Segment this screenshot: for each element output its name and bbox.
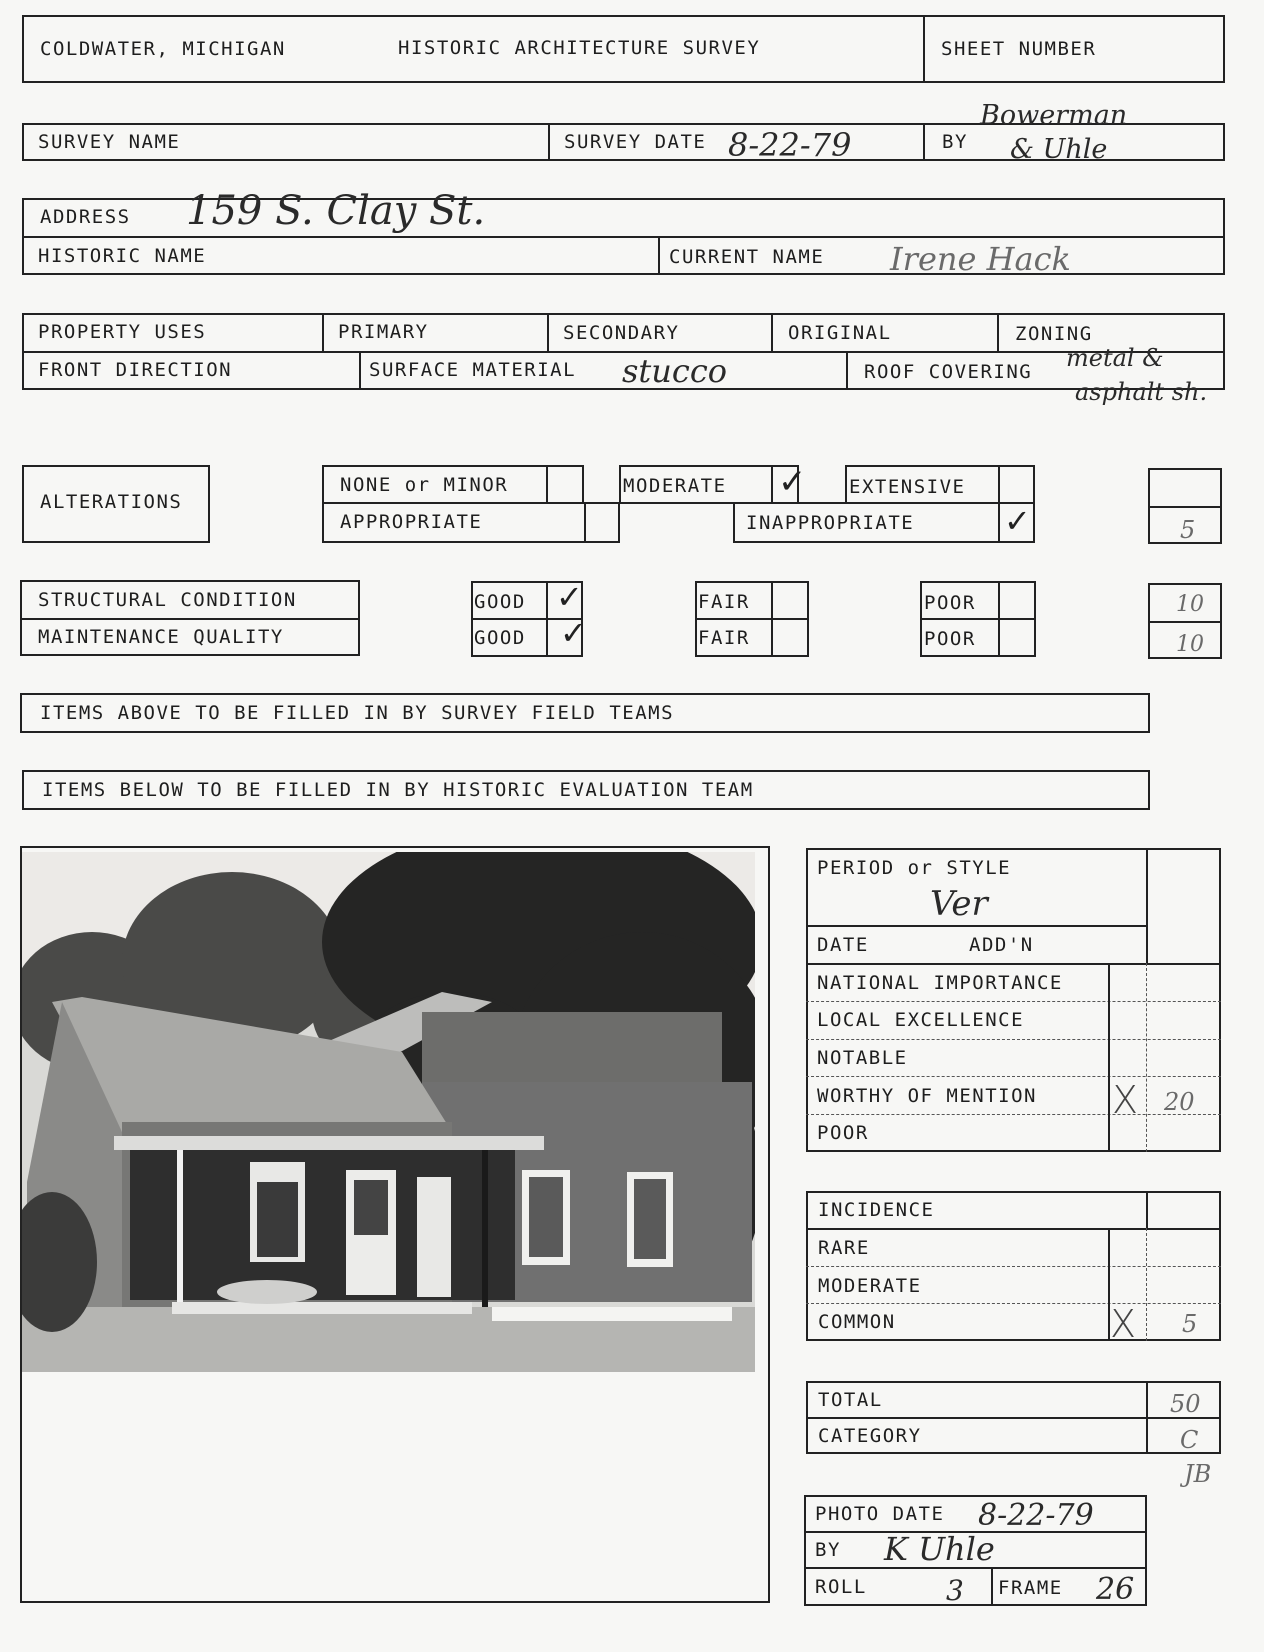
- survey-date-label: SURVEY DATE: [564, 131, 707, 153]
- side-door: [417, 1177, 451, 1297]
- house-photo: [22, 852, 755, 1372]
- front-direction-label: FRONT DIRECTION: [38, 359, 233, 381]
- evaluation-team-note: ITEMS BELOW TO BE FILLED IN BY HISTORIC EVALUATION TEAM: [42, 779, 754, 801]
- evaluation-poor-label: POOR: [817, 1122, 869, 1144]
- incidence-label: INCIDENCE: [818, 1199, 935, 1221]
- current-name-label: CURRENT NAME: [669, 246, 825, 268]
- historic-name-label: HISTORIC NAME: [38, 245, 207, 267]
- worthy-of-mention-label: WORTHY OF MENTION: [817, 1085, 1037, 1107]
- extensive-label: EXTENSIVE: [849, 476, 966, 498]
- common-x-mark: X: [1110, 1302, 1137, 1346]
- maintenance-score: 10: [1176, 632, 1204, 657]
- porch-post-2: [482, 1150, 488, 1310]
- worthy-x-mark: X: [1112, 1078, 1139, 1122]
- structural-good-check: ✓: [556, 578, 583, 616]
- poor-label-maintenance: POOR: [924, 628, 976, 650]
- address-label: ADDRESS: [40, 206, 131, 228]
- worthy-score: 20: [1164, 1088, 1195, 1116]
- alterations-score: 5: [1180, 516, 1196, 544]
- photo-by-value: K Uhle: [884, 1530, 995, 1568]
- maintenance-good-check: ✓: [560, 614, 587, 652]
- moderate-check: ✓: [778, 462, 807, 502]
- moderate-label: MODERATE: [623, 475, 727, 497]
- roof-covering-label: ROOF COVERING: [864, 361, 1033, 383]
- roof-covering-value-2: asphalt sh.: [1075, 378, 1208, 406]
- survey-by-value-2: & Uhle: [1010, 134, 1108, 165]
- photo-date-value: 8-22-79: [978, 1498, 1094, 1533]
- porch-roof: [114, 1136, 544, 1150]
- national-importance-label: NATIONAL IMPORTANCE: [817, 972, 1063, 994]
- address-value: 159 S. Clay St.: [186, 188, 486, 234]
- appropriate-label: APPROPRIATE: [340, 511, 483, 533]
- surface-material-value: stucco: [622, 352, 727, 390]
- survey-by-value-1: Bowerman: [980, 100, 1128, 131]
- survey-date-value: 8-22-79: [728, 126, 852, 164]
- inappropriate-label: INAPPROPRIATE: [746, 512, 915, 534]
- none-minor-label: NONE or MINOR: [340, 474, 509, 496]
- common-label: COMMON: [818, 1311, 896, 1333]
- date-label: DATE: [817, 934, 869, 956]
- inappropriate-check: ✓: [1004, 502, 1031, 540]
- field-teams-note: ITEMS ABOVE TO BE FILLED IN BY SURVEY FIELD TEAMS: [40, 702, 675, 724]
- common-score: 5: [1182, 1310, 1198, 1338]
- picket-fence: [492, 1307, 732, 1321]
- addn-label: ADD'N: [969, 934, 1034, 956]
- category-value: C: [1180, 1426, 1199, 1454]
- alterations-label: ALTERATIONS: [40, 491, 183, 513]
- local-excellence-label: LOCAL EXCELLENCE: [817, 1009, 1025, 1031]
- total-value: 50: [1170, 1390, 1201, 1418]
- survey-name-label: SURVEY NAME: [38, 131, 181, 153]
- fair-label-structural: FAIR: [698, 591, 750, 613]
- period-style-label: PERIOD or STYLE: [817, 857, 1012, 879]
- good-label-maintenance: GOOD: [474, 627, 526, 649]
- total-label: TOTAL: [818, 1389, 883, 1411]
- surface-material-label: SURFACE MATERIAL: [369, 359, 577, 381]
- original-label: ORIGINAL: [788, 322, 892, 344]
- photo-date-label: PHOTO DATE: [815, 1503, 945, 1525]
- side-window-2-pane: [634, 1179, 666, 1259]
- form-title: HISTORIC ARCHITECTURE SURVEY: [398, 37, 761, 59]
- front-door-glass: [354, 1180, 388, 1235]
- structural-condition-label: STRUCTURAL CONDITION: [38, 589, 297, 611]
- porch-window-pane: [257, 1182, 298, 1257]
- period-style-value: Ver: [930, 884, 988, 924]
- frame-value: 26: [1096, 1572, 1135, 1607]
- fair-label-maintenance: FAIR: [698, 627, 750, 649]
- zoning-label: ZONING: [1015, 323, 1093, 345]
- notable-label: NOTABLE: [817, 1047, 908, 1069]
- current-name-value: Irene Hack: [890, 240, 1071, 278]
- evaluator-initials: JB: [1184, 1460, 1212, 1488]
- porch-shadow: [130, 1150, 515, 1300]
- structural-score: 10: [1176, 592, 1204, 617]
- good-label-structural: GOOD: [474, 591, 526, 613]
- poor-label-structural: POOR: [924, 592, 976, 614]
- roll-label: ROLL: [815, 1576, 867, 1598]
- secondary-label: SECONDARY: [563, 322, 680, 344]
- incidence-moderate-label: MODERATE: [818, 1275, 922, 1297]
- sheet-number-label: SHEET NUMBER: [941, 38, 1097, 60]
- photo-by-label: BY: [815, 1539, 841, 1561]
- category-label: CATEGORY: [818, 1425, 922, 1447]
- porch-post-1: [177, 1150, 183, 1310]
- porch-step: [172, 1302, 472, 1314]
- roof-covering-value-1: metal &: [1066, 344, 1164, 372]
- rare-label: RARE: [818, 1237, 870, 1259]
- property-uses-label: PROPERTY USES: [38, 321, 207, 343]
- maintenance-quality-label: MAINTENANCE QUALITY: [38, 626, 284, 648]
- roll-value: 3: [946, 1574, 964, 1607]
- survey-by-label: BY: [942, 131, 968, 153]
- city-label: COLDWATER, MICHIGAN: [40, 38, 286, 60]
- frame-label: FRAME: [998, 1577, 1063, 1599]
- primary-label: PRIMARY: [338, 321, 429, 343]
- side-window-1-pane: [529, 1177, 563, 1257]
- flower-box: [217, 1280, 317, 1304]
